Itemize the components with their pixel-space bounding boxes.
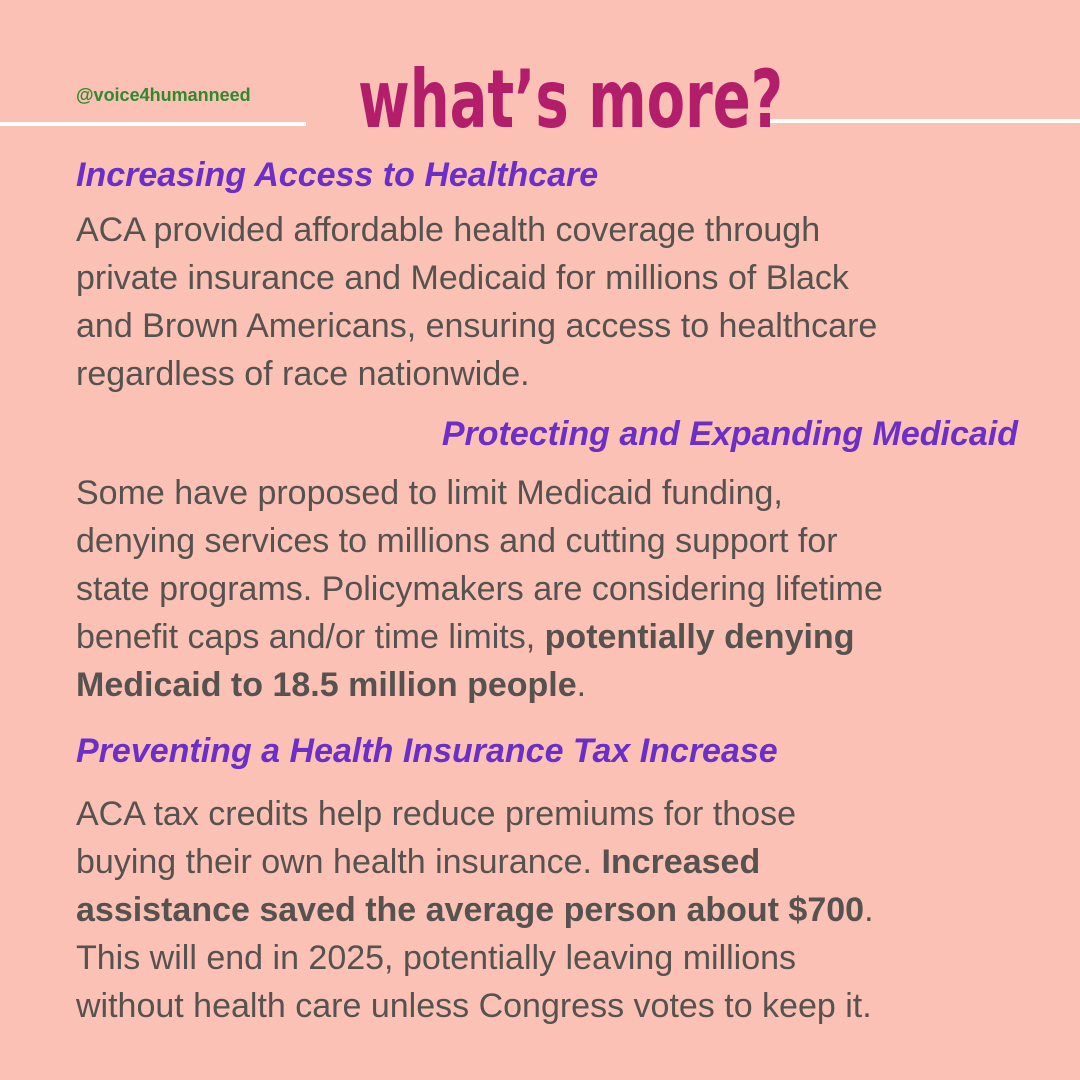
body-line: without health care unless Congress votes to keep it.	[76, 987, 872, 1025]
divider-left	[0, 122, 306, 126]
body-text: .	[864, 891, 874, 929]
section-heading-access: Increasing Access to Healthcare	[76, 156, 599, 194]
section-heading-tax: Preventing a Health Insurance Tax Increase	[76, 732, 778, 770]
emphasis-text: assistance saved the average person about $700	[76, 891, 865, 929]
body-line: regardless of race nationwide.	[76, 355, 530, 393]
emphasis-text: Increased	[601, 843, 761, 881]
body-line: private insurance and Medicaid for millions of Black	[76, 259, 849, 297]
body-line: denying services to millions and cutting support for	[76, 522, 838, 560]
body-line: state programs. Policymakers are considering lifetime	[76, 570, 883, 608]
emphasis-text: potentially denying	[544, 618, 855, 656]
body-line: ACA provided affordable health coverage through	[76, 211, 821, 249]
body-line: ACA tax credits help reduce premiums for those	[76, 795, 796, 833]
social-handle: @voice4humanneed	[76, 85, 251, 105]
section-body-tax	[76, 790, 1046, 1030]
section-body-medicaid	[76, 469, 1046, 709]
body-line: and Brown Americans, ensuring access to healthcare	[76, 307, 878, 345]
page-title: what’s more?	[358, 53, 784, 146]
body-text: buying their own health insurance.	[76, 843, 602, 881]
body-line: This will end in 2025, potentially leaving millions	[76, 939, 797, 977]
body-line	[76, 613, 1046, 661]
body-line: Some have proposed to limit Medicaid funding,	[76, 474, 783, 512]
body-text: benefit caps and/or time limits,	[76, 618, 545, 656]
body-text: .	[576, 666, 587, 704]
emphasis-text: Medicaid to 18.5 million people	[76, 666, 577, 704]
body-line	[76, 661, 1046, 709]
divider-right	[766, 119, 1080, 123]
section-heading-medicaid: Protecting and Expanding Medicaid	[441, 415, 1018, 453]
body-line	[76, 886, 1046, 934]
body-line	[76, 838, 1046, 886]
section-body-access	[76, 206, 1046, 398]
